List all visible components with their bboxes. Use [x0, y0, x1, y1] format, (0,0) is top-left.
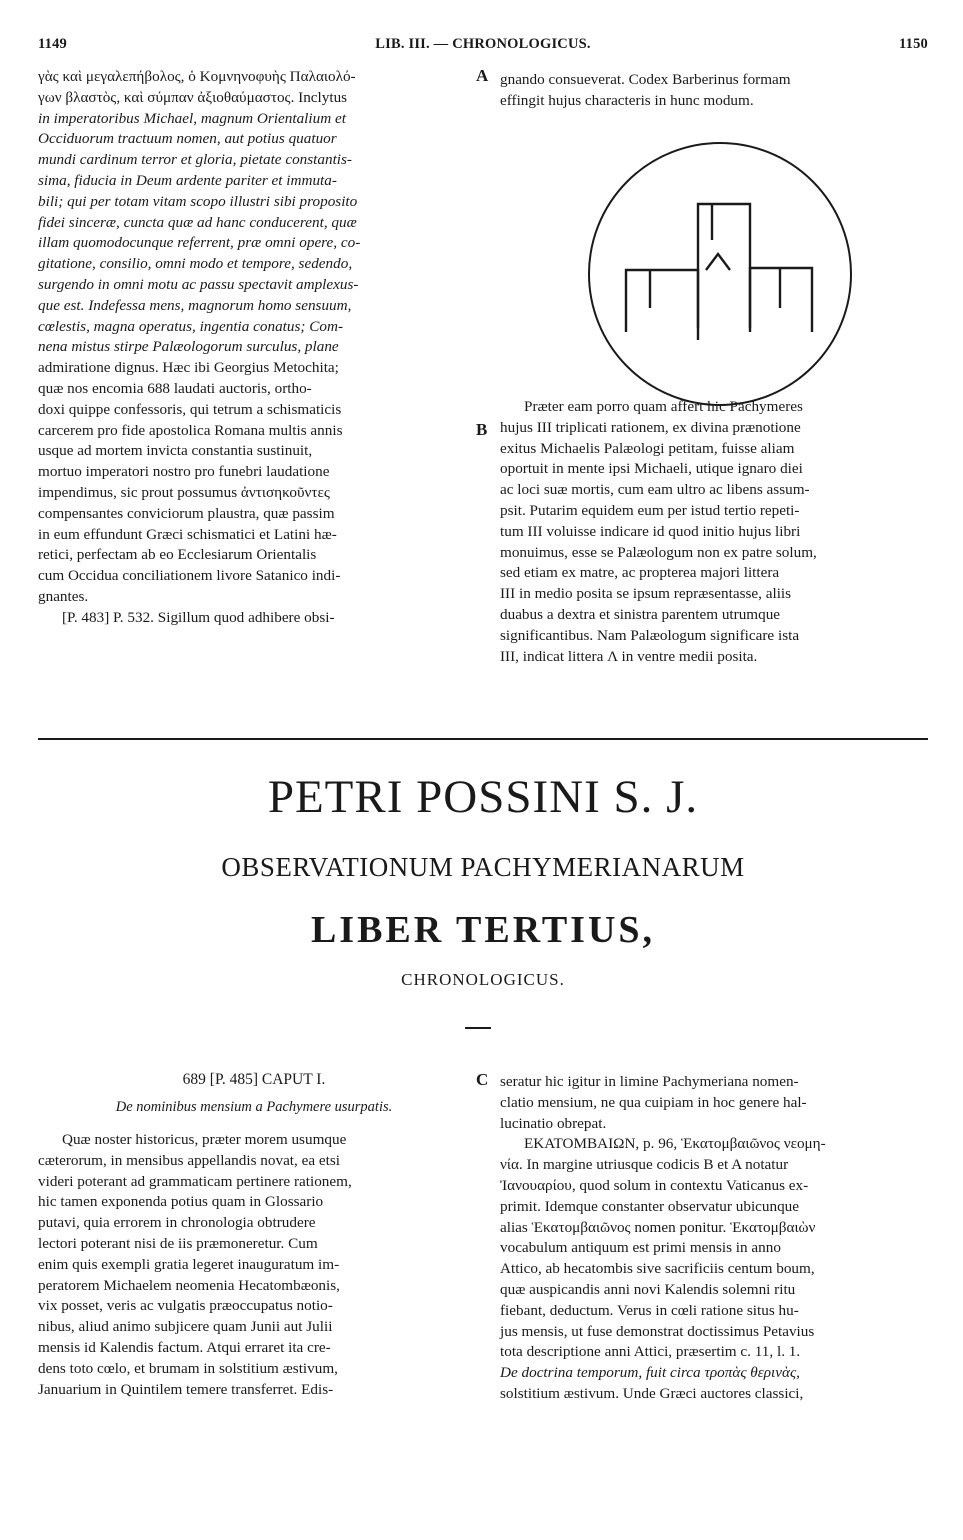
text-line: admiratione dignus. Hæc ibi Georgius Metochita;	[38, 359, 339, 377]
chapter-heading: 689 [P. 485] CAPUT I.	[182, 1071, 326, 1088]
text-line: III in medio posita se ipsum repræsentasse, aliis	[500, 585, 792, 603]
running-head	[38, 36, 928, 56]
text-line: exitus Michaelis Palæologi petitam, fuisse aliam	[500, 439, 795, 457]
title-book: LIBER TERTIUS,	[310, 909, 656, 951]
text-line: solstitium æstivum. Unde Græci auctores classici,	[500, 1384, 804, 1402]
text-line: seratur hic igitur in limine Pachymeriana nomen-	[500, 1073, 799, 1090]
right-column-top-b	[500, 397, 928, 667]
text-line: γων βλαστὸς, καὶ σύμπαν ἀξιοθαύμαστος. Inclytus	[38, 88, 348, 106]
text-line: fidei sinceræ, cuncta quæ ad hanc conducerent, quæ	[38, 213, 357, 231]
text-line: primit. Idemque constanter observatur ubicunque	[500, 1197, 800, 1215]
page-number-left: 1149	[38, 36, 67, 52]
text-line: surgendo in omni motu ac passu spectavit amplexus-	[38, 275, 359, 293]
text-line: γὰς καὶ μεγαλεπήβολος, ὁ Κομνηνοφυὴς Παλαιολό-	[38, 68, 356, 85]
text-line: ac loci suæ mortis, cum eam ultro ac libens assum-	[500, 481, 810, 499]
text-line: sima, fiducia in Deum ardente pariter et immuta-	[38, 171, 337, 189]
text-line: dens toto cœlo, et brumam in solstitium æstivum,	[38, 1359, 338, 1377]
right-column-bottom	[500, 1072, 928, 1405]
text-line: alias Ἑκατομβαιῶνος nomen ponitur. Ἑκατομβαιὼν	[500, 1218, 816, 1236]
left-column-top	[38, 67, 470, 629]
text-line: carcerem pro fide apostolica Romana multis annis	[38, 421, 343, 439]
text-line: clatio mensium, ne qua cuipiam in hoc genere hal-	[500, 1093, 807, 1111]
text-line: hujus III triplicati rationem, ex divina prænotione	[500, 418, 801, 436]
left-pi	[626, 270, 698, 332]
text-line: sed etiam ex matre, ac propterea majori littera	[500, 564, 780, 582]
text-line: tota descriptione anni Attici, præsertim c. 11, l. 1.	[500, 1343, 801, 1361]
margin-letter-c: C	[476, 1070, 489, 1089]
section-divider	[38, 738, 928, 740]
margin-letter-b: B	[476, 420, 488, 439]
text-line: nena mistus stirpe Palæologorum surculus, plane	[38, 338, 339, 356]
text-line: mundi cardinum terror et gloria, pietate constantis-	[38, 151, 352, 169]
triple-pi-symbol	[626, 204, 812, 340]
text-line: lectori poterant nisi de iis præmoneretur. Cum	[38, 1234, 318, 1252]
text-line: nibus, aliud animo subjicere quam Junii aut Julii	[38, 1318, 333, 1336]
text-line: Januarium in Quintilem temere transferret. Edis-	[38, 1380, 334, 1398]
text-line: mortuo imperatori nostro pro funebri laudatione	[38, 463, 330, 481]
text-line: doxi quippe confessoris, qui tetrum a schismaticis	[38, 400, 342, 418]
text-line: que est. Indefessa mens, magnorum homo sensuum,	[38, 296, 352, 314]
lambda-mark	[706, 254, 730, 270]
text-line: tum III voluisse indicare id quod initio hujus libri	[500, 522, 801, 540]
text-line: psit. Putarim equidem eum per istud tertio repeti-	[500, 501, 800, 519]
text-line: significantibus. Nam Palæologum significare ista	[500, 626, 800, 644]
seal-illustration	[586, 140, 854, 408]
text-line: Attico, ab hecatombis sive sacrificiis centum boum,	[500, 1260, 815, 1278]
text-line: illam quomodocunque referrent, præ omni opere, co-	[38, 234, 361, 252]
text-line: compensantes conviciorum plaustra, quæ passim	[38, 504, 335, 522]
text-line: De doctrina temporum, fuit circa τροπὰς θερινὰς,	[500, 1364, 800, 1382]
title-rule	[465, 1027, 491, 1029]
text-line: effingit hujus characteris in hunc modum.	[500, 91, 754, 109]
middle-pi	[698, 204, 750, 340]
title-work: OBSERVATIONUM PACHYMERIANARUM	[221, 852, 745, 882]
text-line: in eum effundunt Græci schismatici et Latini hæ-	[38, 525, 337, 543]
text-line: impendimus, sic prout possumus ἀντισηκοῦντες	[38, 483, 330, 501]
right-column-top-a	[500, 70, 928, 112]
page-number-right: 1150	[899, 36, 928, 52]
text-line: mensis id Kalendis factum. Atqui erraret ita cre-	[38, 1338, 331, 1356]
text-line: peratorem Michaelem neomenia Hecatombæonis,	[38, 1276, 340, 1294]
text-line: quæ auspicandis anni novi Kalendis solemni ritu	[500, 1280, 796, 1298]
text-line: vix posset, veris ac vulgatis præoccupatus notio-	[38, 1297, 333, 1315]
text-line: Quæ noster historicus, præter morem usumque	[62, 1131, 347, 1148]
margin-letter-a: A	[476, 66, 489, 85]
text-line: in imperatoribus Michael, magnum Orientalium et	[38, 109, 346, 127]
text-line: videri poterant ad grammaticam pertinere rationem,	[38, 1172, 352, 1190]
text-line: monuimus, esse se Palæologum non ex patre solum,	[500, 543, 817, 561]
text-line: [P. 483] P. 532. Sigillum quod adhibere obsi-	[62, 608, 335, 626]
text-line: cœlestis, magna operatus, ingentia conatus; Com-	[38, 317, 343, 335]
text-line: duabus a dextra et sinistra parentem utrumque	[500, 605, 781, 623]
text-line: bili; qui per totam vitam scopo illustri sibi proposito	[38, 192, 358, 210]
text-line: jus mensis, ut fuse demonstrat doctissimus Petavius	[500, 1322, 815, 1340]
text-line: νία. In margine utriusque codicis B et A notatur	[500, 1156, 789, 1174]
text-line: ΕΚΑΤΟΜΒΑΙΩΝ, p. 96, Ἑκατομβαιῶνος νεομη-	[524, 1135, 826, 1153]
text-line: lucinatio obrepat.	[500, 1114, 607, 1132]
text-line: retici, perfectam ab eo Ecclesiarum Orientalis	[38, 546, 317, 564]
text-line: III, indicat littera Λ in ventre medii posita.	[500, 647, 758, 665]
text-line: hic tamen exponenda potius quam in Glossario	[38, 1193, 324, 1211]
text-line: enim quis exempli gratia legeret inauguratum im-	[38, 1255, 340, 1273]
running-title: LIB. III. — CHRONOLOGICUS.	[375, 36, 591, 52]
title-subject: CHRONOLOGICUS.	[401, 970, 565, 989]
chapter-subtitle: De nominibus mensium a Pachymere usurpatis.	[115, 1099, 393, 1115]
text-line: Ἰανουαρίου, quod solum in contextu Vaticanus ex-	[500, 1176, 809, 1194]
text-line: gnando consueverat. Codex Barberinus formam	[500, 71, 791, 88]
text-line: gnantes.	[38, 587, 89, 605]
text-line: fiebant, deductum. Verus in cœli ratione situs hu-	[500, 1301, 799, 1319]
text-line: usque ad mortem invicta constantia sustinuit,	[38, 442, 313, 460]
left-column-bottom	[38, 1070, 470, 1400]
text-line: quæ nos encomia 688 laudati auctoris, ortho-	[38, 379, 312, 397]
text-line: gitatione, consilio, omni modo et tempore, sedendo,	[38, 255, 353, 273]
text-line: cæterorum, in mensibus appellandis novat, ea etsi	[38, 1151, 340, 1169]
text-line: Præter eam porro quam affert hic Pachymeres	[524, 398, 803, 415]
title-author: PETRI POSSINI S. J.	[267, 771, 699, 823]
text-line: Occiduorum tractuum nomen, aut potius quatuor	[38, 130, 337, 148]
text-line: putavi, quia errorem in chronologia obtrudere	[38, 1214, 316, 1232]
text-line: cum Occidua conciliationem livore Satanico indi-	[38, 567, 341, 585]
text-line: vocabulum antiquum est primi mensis in anno	[500, 1239, 781, 1257]
text-line: oportuit in mente ipsi Michaeli, utique ignaro diei	[500, 460, 803, 478]
